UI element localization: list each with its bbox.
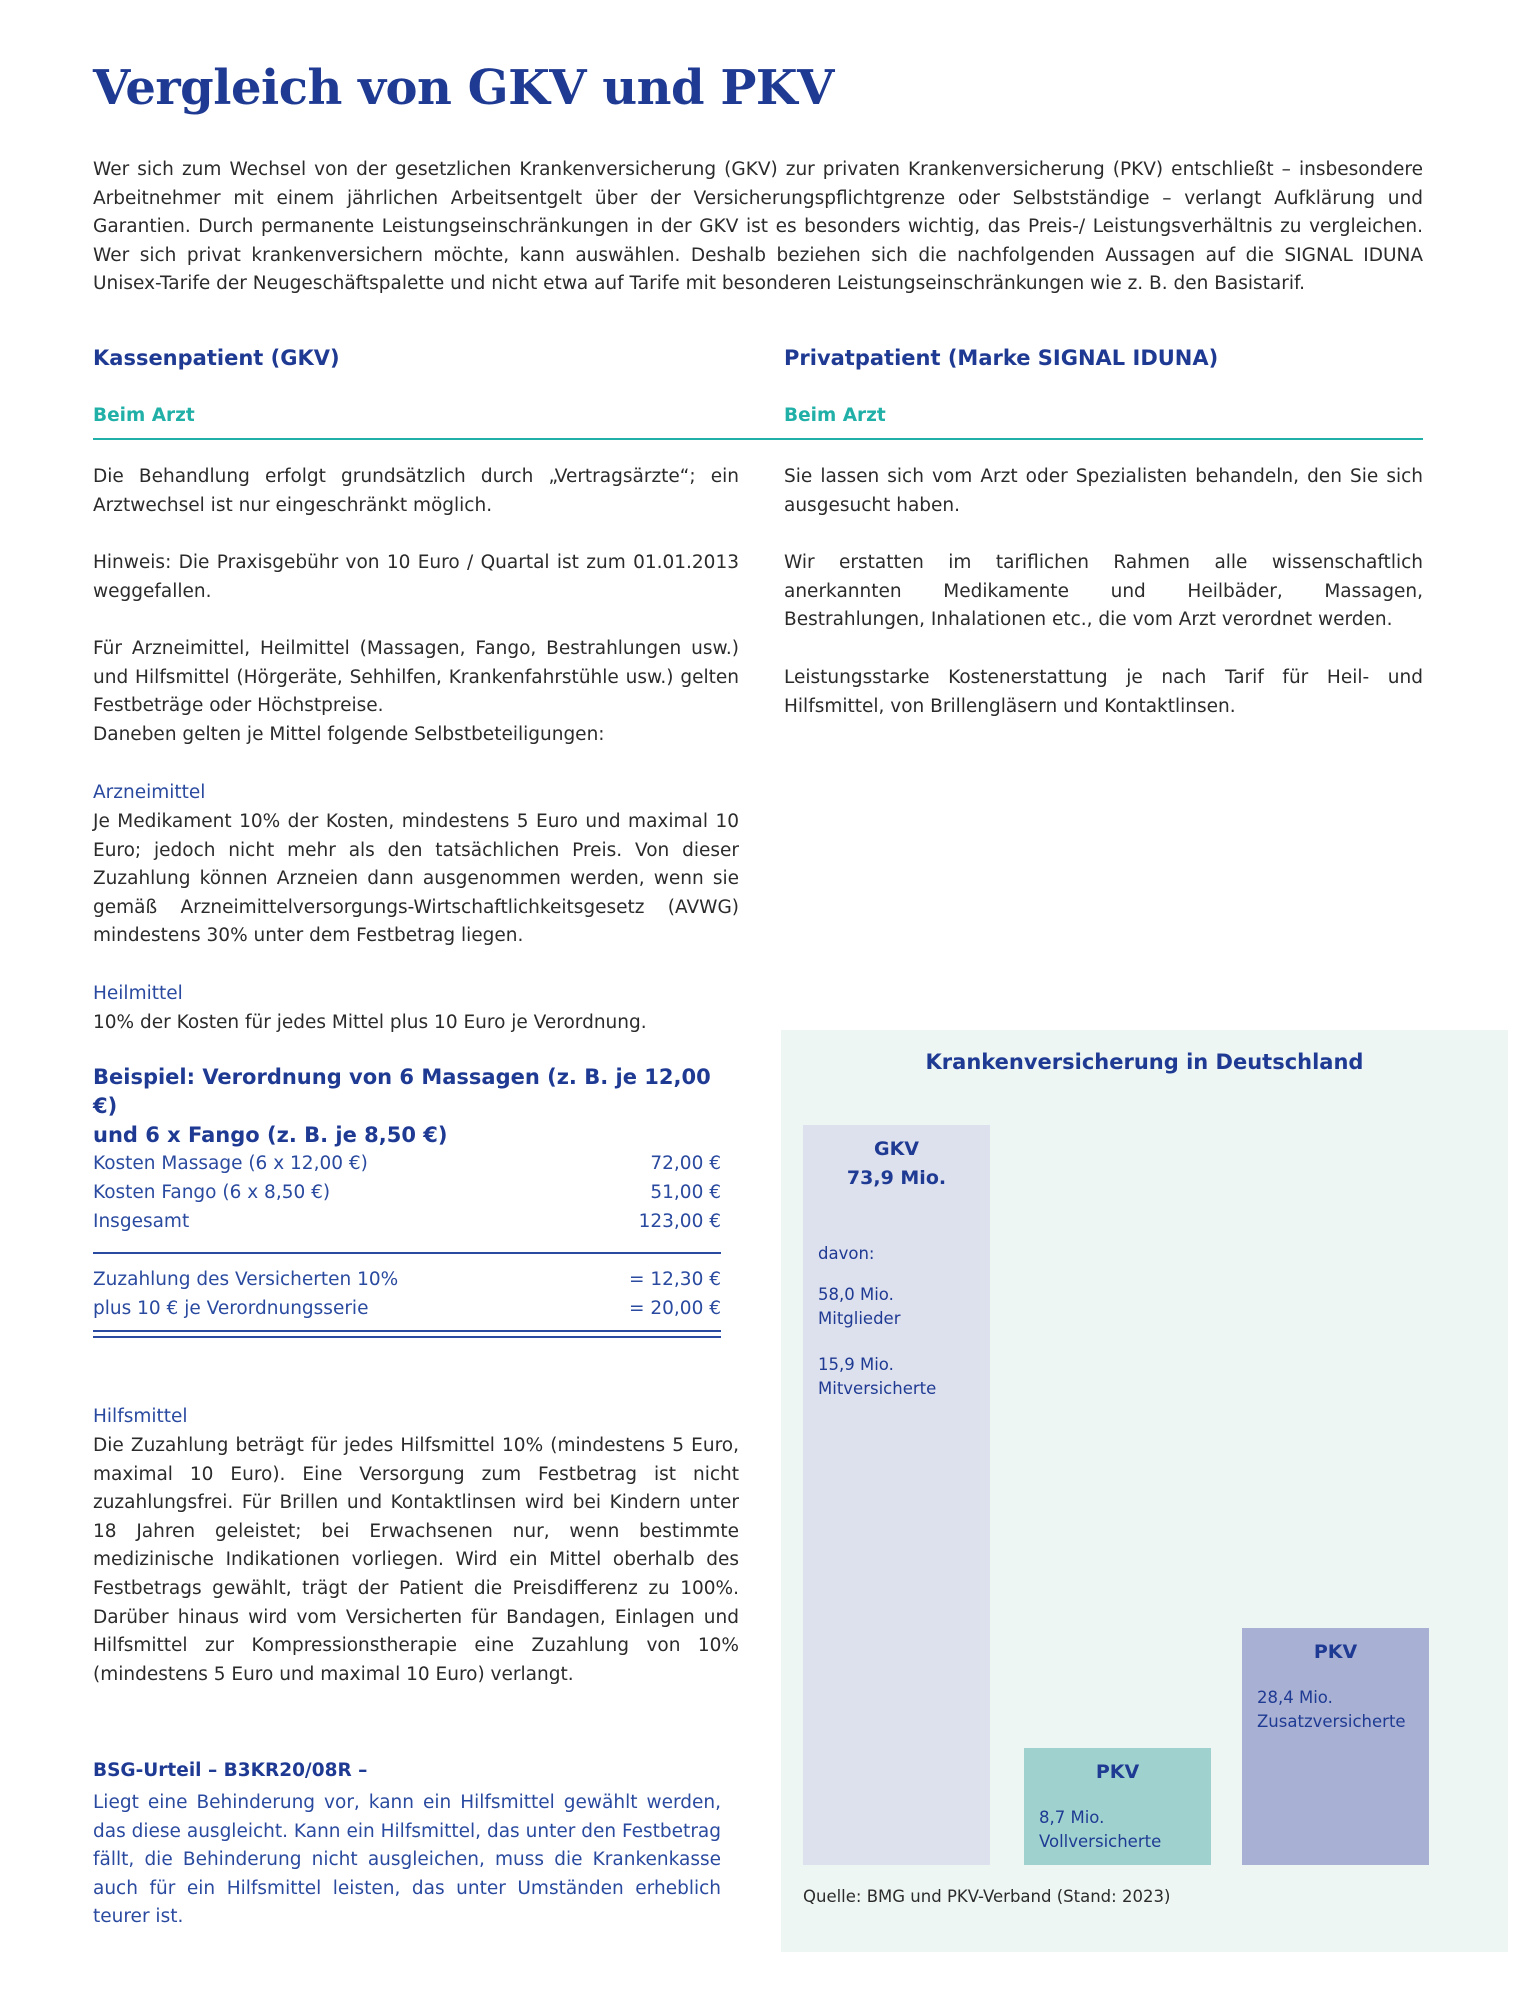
intro-paragraph: Wer sich zum Wechsel von der gesetzlichen Krankenversicherung (GKV) zur privaten Krankenversicherung (PKV) entschließt – insbesondere Arbeitnehmer mit einem jährlichen Arbeitsentgelt über der Versicherungspflichtgrenze oder Selbstständige – verlangt Aufklärung und Garantien. Durch permanente Leistungseinschränkungen in der GKV ist es besonders wichtig, das Preis-/ Leistungsverhältnis zu vergleichen. Wer sich privat krankenversichern möchte, kann auswählen. Deshalb beziehen sich die nachfolgenden Aussagen auf die SIGNAL IDUNA Unisex-Tarife der Neugeschäftspalette und nicht etwa auf Tarife mit besonderen Leistungseinschränkungen wie z. B. den Basistarif.: [93, 159, 1423, 295]
bar-pkv-zusatz-detail: 28,4 Mio.: [1257, 1688, 1333, 1707]
bar-gkv-detail: davon:: [818, 1244, 875, 1263]
bar-gkv: [803, 1125, 990, 1865]
cost-row: Zuzahlung des Versicherten 10% = 12,30 €: [93, 1269, 721, 1290]
bar-gkv-name: GKV: [873, 1138, 920, 1160]
pkv-text-1: Sie lassen sich vom Arzt oder Spezialisten behandeln, den Sie sich ausgesucht haben.: [784, 466, 1423, 516]
bar-pkv-zusatz: [1242, 1628, 1429, 1865]
bar-pkv-voll-detail: Vollversicherte: [1039, 1832, 1162, 1851]
cost-row: plus 10 € je Verordnungsserie = 20,00 €: [93, 1298, 721, 1319]
gkv-text-1: Die Behandlung erfolgt grundsätzlich durch „Vertragsärzte“; ein Arztwechsel ist nur eingeschränkt möglich.: [93, 466, 739, 516]
gkv-text-2: Hinweis: Die Praxisgebühr von 10 Euro / Quartal ist zum 01.01.2013 weggefallen.: [93, 552, 739, 602]
gkv-text-3: Für Arzneimittel, Heilmittel (Massagen, Fango, Bestrahlungen usw.) und Hilfsmittel (Hörgeräte, Sehhilfen, Krankenfahrstühle usw.) gelten Festbeträge oder Höchstpreise.: [93, 638, 739, 717]
hilfsmittel-text: Die Zuzahlung beträgt für jedes Hilfsmittel 10% (mindestens 5 Euro, maximal 10 Euro). Eine Versorgung zum Festbetrag ist nicht zuzahlungsfrei. Für Brillen und Kontaktlinsen wird bei Kindern unter 18 Jahren geleistet; bei Erwachsenen nur, wenn bestimmte medizinische Indikationen vorliegen. Wird ein Mittel oberhalb des Festbetrags gewählt, trägt der Patient die Preisdifferenz zu 100%. Darüber hinaus wird vom Versicherten für Bandagen, Einlagen und Hilfsmittel zur Kompressionstherapie eine Zuzahlung von 10% (mindestens 5 Euro und maximal 10 Euro) verlangt.: [93, 1435, 739, 1685]
bar-gkv-detail: Mitglieder: [818, 1309, 901, 1328]
table-rule: [93, 1252, 721, 1254]
page-title: Vergleich von GKV und PKV: [93, 60, 834, 116]
bar-gkv-detail: 58,0 Mio.: [818, 1285, 894, 1304]
bar-gkv-detail: Mitversicherte: [818, 1379, 937, 1398]
cost-row: Insgesamt 123,00 €: [93, 1211, 721, 1232]
gkv-text-3b: Daneben gelten je Mittel folgende Selbstbeteiligungen:: [93, 724, 605, 745]
heilmittel-label: Heilmittel: [93, 983, 183, 1004]
chart-panel: [781, 1030, 1508, 1952]
bsg-text: Liegt eine Behinderung vor, kann ein Hilfsmittel gewählt werden, das diese ausgleicht. Kann ein Hilfsmittel, das unter den Festbetrag fällt, die Behinderung nicht ausgleichen, muss die Krankenkasse auch für ein Hilfsmittel leisten, das unter Umständen erheblich teurer ist.: [93, 1792, 721, 1928]
pkv-heading: Privatpatient (Marke SIGNAL IDUNA): [784, 346, 1219, 370]
example-title-line-1: Beispiel: Verordnung von 6 Massagen (z. B. je 12,00 €): [93, 1065, 711, 1118]
bar-pkv-voll-detail: 8,7 Mio.: [1039, 1808, 1105, 1827]
chart-title: Krankenversicherung in Deutschland: [925, 1050, 1364, 1074]
gkv-subheading: Beim Arzt: [93, 405, 195, 426]
example-title: [93, 1063, 733, 1150]
pkv-subheading: Beim Arzt: [784, 405, 886, 426]
gkv-heading: Kassenpatient (GKV): [93, 346, 340, 370]
arzneimittel-label: Arzneimittel: [93, 782, 206, 803]
bar-pkv-zusatz-name: PKV: [1313, 1641, 1358, 1663]
arzneimittel-text: Je Medikament 10% der Kosten, mindestens 5 Euro und maximal 10 Euro; jedoch nicht mehr als den tatsächlichen Preis. Von dieser Zuzahlung können Arzneien dann ausgenommen werden, wenn sie gemäß Arzneimittelversorgungs-Wirtschaftlichkeitsgesetz (AVWG) mindestens 30% unter dem Festbetrag liegen.: [93, 811, 739, 947]
example-title-line-2: und 6 x Fango (z. B. je 8,50 €): [93, 1123, 448, 1147]
hilfsmittel-label: Hilfsmittel: [93, 1406, 188, 1427]
bar-pkv-zusatz-detail: Zusatzversicherte: [1257, 1712, 1406, 1731]
chart-source: Quelle: BMG und PKV-Verband (Stand: 2023): [803, 1887, 1171, 1906]
pkv-text-2: Wir erstatten im tariflichen Rahmen alle wissenschaftlich anerkannten Medikamente und Heilbäder, Massagen, Bestrahlungen, Inhalationen etc., die vom Arzt verordnet werden.: [784, 552, 1423, 631]
bsg-title: BSG-Urteil – B3KR20/08R –: [93, 1760, 368, 1781]
cost-row: Kosten Fango (6 x 8,50 €) 51,00 €: [93, 1182, 721, 1203]
heilmittel-text: 10% der Kosten für jedes Mittel plus 10 Euro je Verordnung.: [93, 1012, 647, 1033]
bar-gkv-detail: 15,9 Mio.: [818, 1355, 894, 1374]
bar-gkv-value-label: 73,9 Mio.: [846, 1167, 947, 1189]
bar-pkv-voll: [1024, 1748, 1211, 1865]
divider-line: [93, 438, 1423, 440]
table-double-rule: [93, 1330, 721, 1332]
pkv-text-3: Leistungsstarke Kostenerstattung je nach Tarif für Heil- und Hilfsmittel, von Brillengläsern und Kontaktlinsen.: [784, 667, 1423, 717]
bar-pkv-voll-name: PKV: [1095, 1761, 1140, 1783]
table-double-rule: [93, 1336, 721, 1338]
cost-row: Kosten Massage (6 x 12,00 €) 72,00 €: [93, 1153, 721, 1174]
